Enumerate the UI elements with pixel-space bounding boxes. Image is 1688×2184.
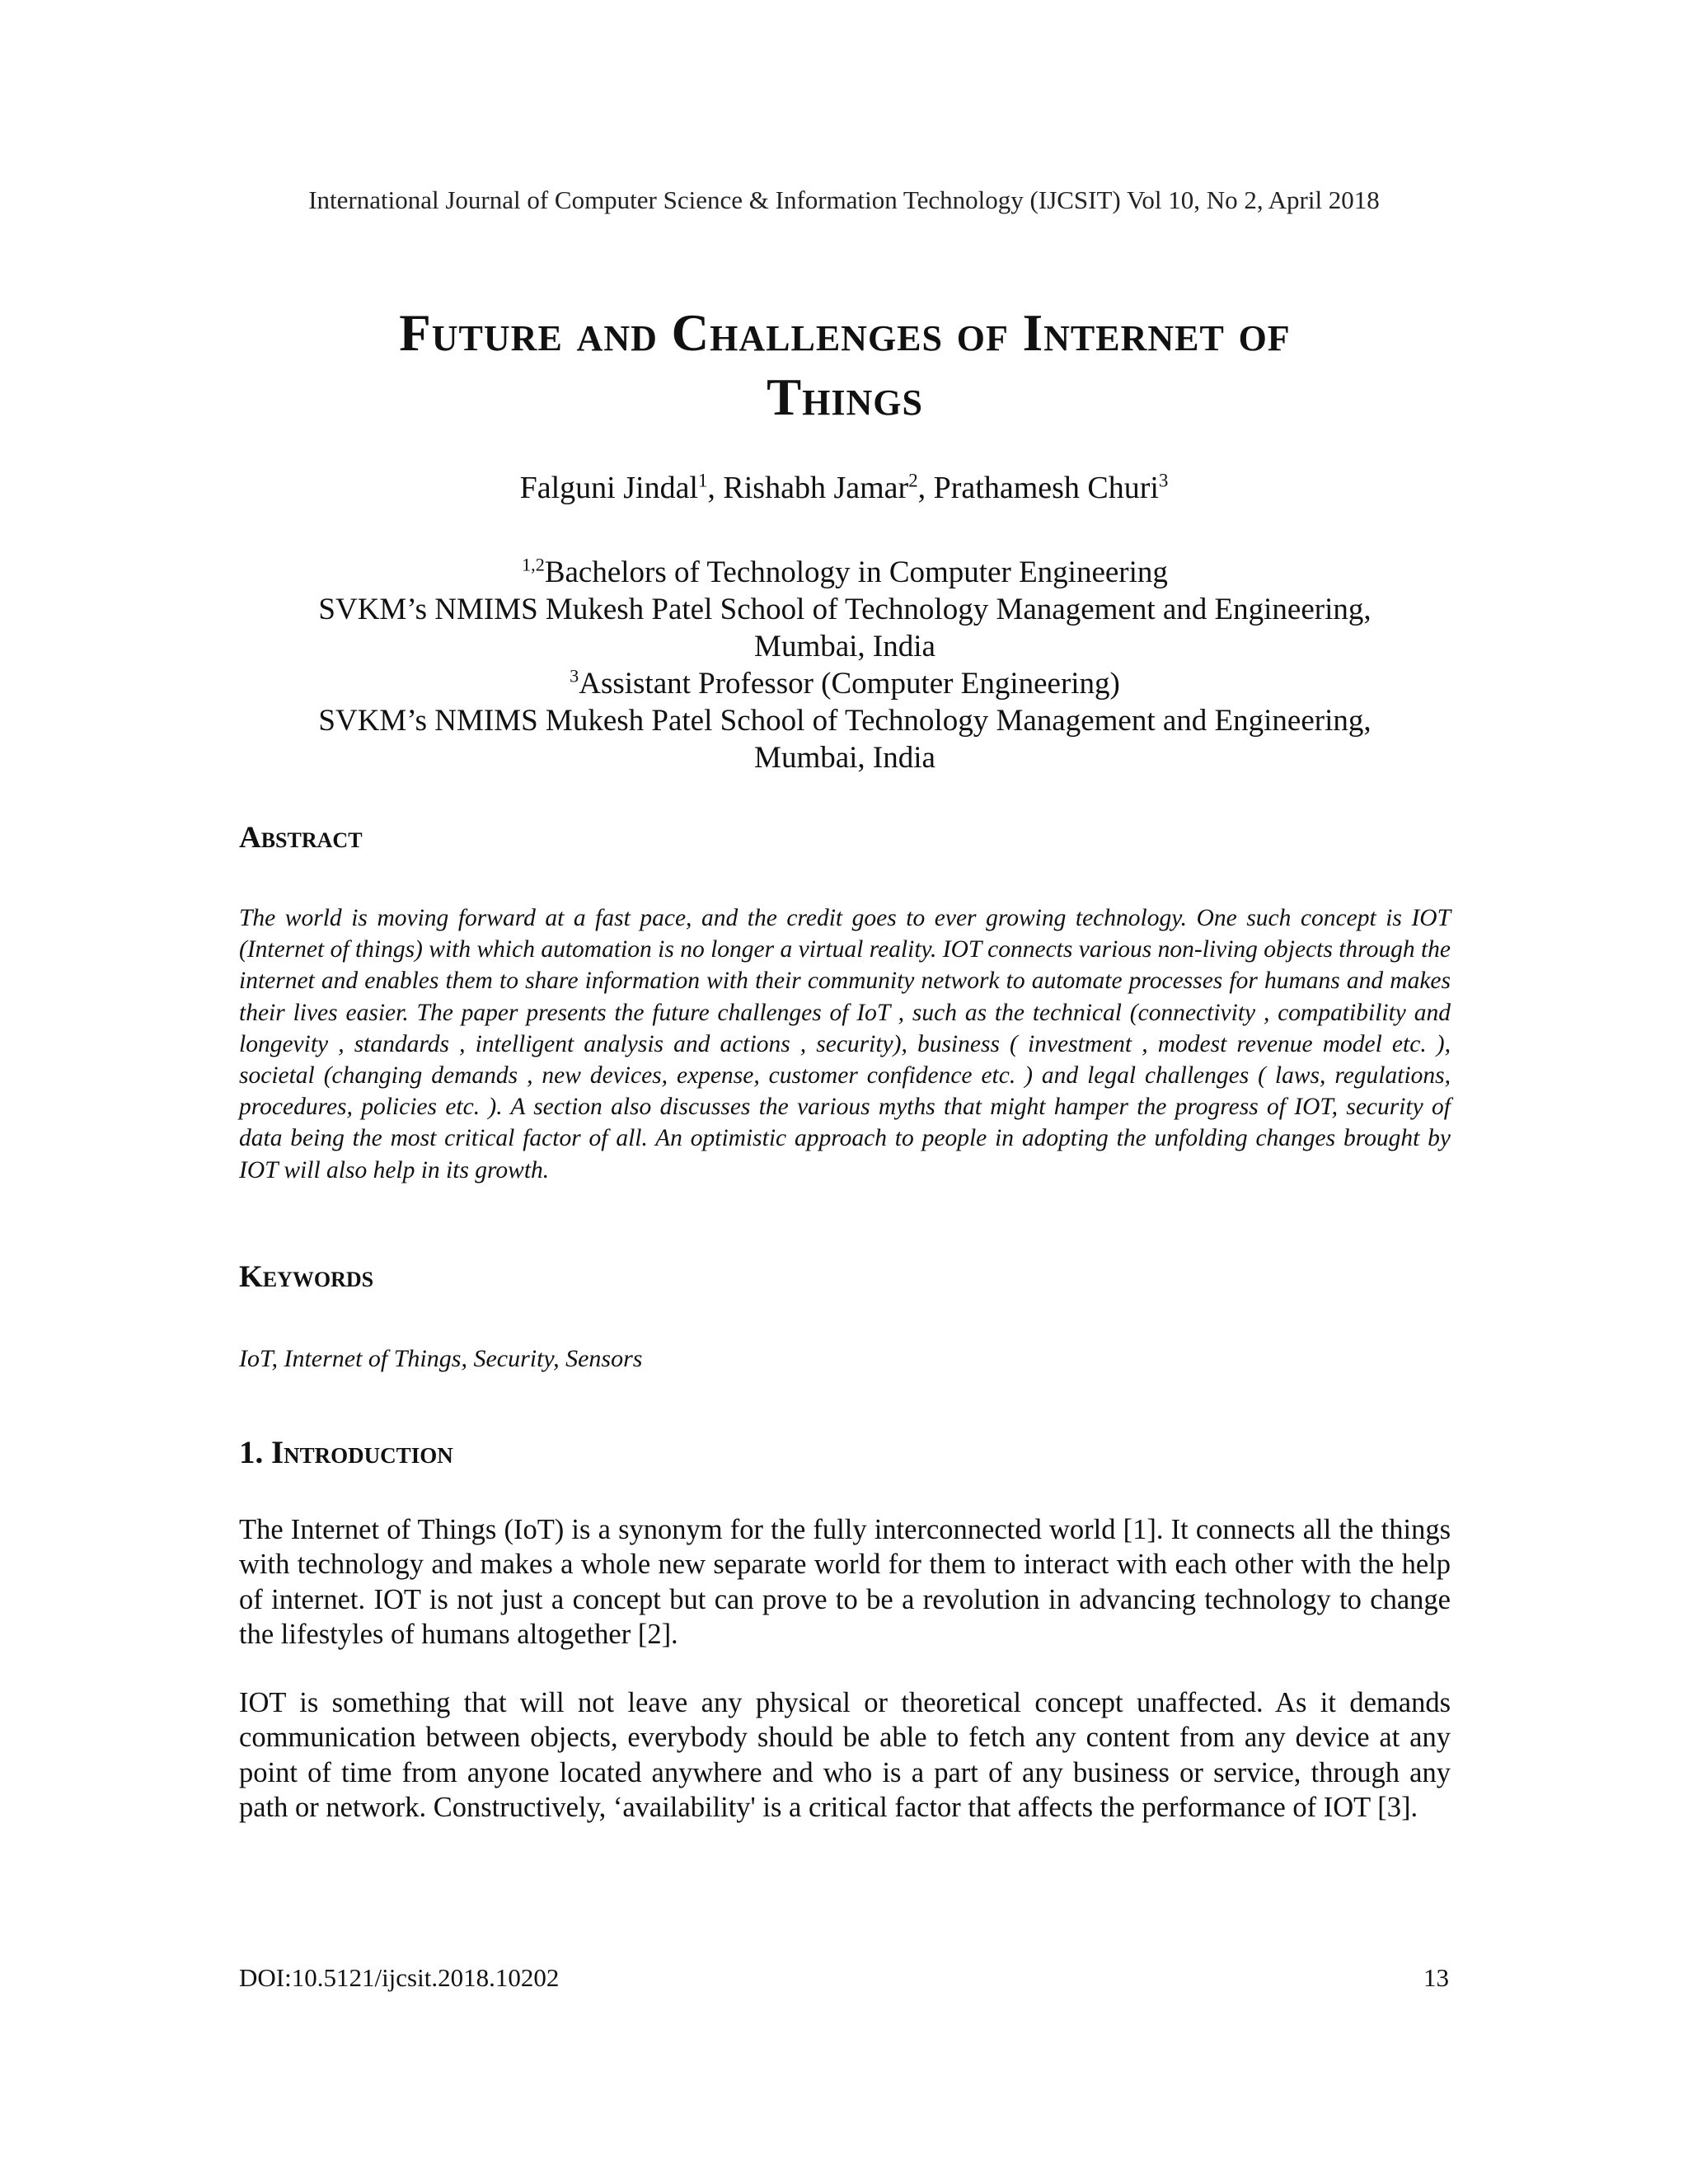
author-affiliation-mark: 2: [908, 470, 918, 491]
running-head: International Journal of Computer Science & Information Technology (IJCSIT) Vol 10, No 2, April 2018: [308, 185, 1380, 214]
affiliation-position: [223, 665, 1467, 702]
affiliation-institution: SVKM’s NMIMS Mukesh Patel School of Technology Management and Engineering,: [318, 593, 1372, 626]
author-name: Rishabh Jamar: [723, 471, 909, 505]
author-separator: ,: [707, 471, 724, 505]
author-affiliation-mark: 1: [698, 470, 708, 491]
paper-title-line-1: Future and Challenges of Internet of: [399, 304, 1291, 362]
affiliation-text: Bachelors of Technology in Computer Engineering: [544, 555, 1168, 589]
introduction-paragraph-2: IOT is something that will not leave any physical or theoretical concept unaffected. As it demands communication between objects, everybody should be able to fetch any content from any device at any point of time from anyone located anywhere and who is a part of any business or service, through any path or network. Constructively, ‘availability' is a critical factor that affects the performance of IOT [3].: [239, 1687, 1451, 1823]
page-number: 13: [1423, 1963, 1449, 1992]
author-affiliation-mark: 3: [1158, 470, 1169, 491]
affiliation-mark: 3: [570, 665, 579, 687]
affiliation-institution: SVKM’s NMIMS Mukesh Patel School of Technology Management and Engineering,: [318, 704, 1372, 738]
abstract-heading: Abstract: [239, 821, 363, 855]
author-name: Falguni Jindal: [519, 471, 698, 505]
keywords-heading: Keywords: [239, 1260, 374, 1294]
footer-doi: DOI:10.5121/ijcsit.2018.10202: [239, 1963, 560, 1992]
introduction-heading: 1. Introduction: [239, 1435, 453, 1470]
affiliation-city: Mumbai, India: [754, 630, 935, 663]
affiliation-city: Mumbai, India: [754, 741, 935, 775]
affiliation-degree: [223, 554, 1467, 591]
paper-title-line-2: Things: [767, 368, 923, 426]
introduction-paragraph-1: The Internet of Things (IoT) is a synonym for the fully interconnected world [1]. It connects all the things with technology and makes a whole new separate world for them to interact with each other with the help of internet. IOT is not just a concept but can prove to be a revolution in advancing technology to change the lifestyles of humans altogether [2].: [239, 1514, 1451, 1650]
affiliations: [223, 554, 1467, 776]
affiliation-mark: 1,2: [522, 554, 545, 575]
author-list: [0, 470, 1688, 506]
affiliation-text: Assistant Professor (Computer Engineering): [579, 667, 1120, 701]
paper-title: [223, 301, 1467, 429]
author-name: Prathamesh Churi: [933, 471, 1159, 505]
abstract-text: The world is moving forward at a fast pace, and the credit goes to ever growing technology. One such concept is IOT (Internet of things) with which automation is no longer a virtual reality. IOT connects various non-living objects through the internet and enables them to share information with their community network to automate processes for humans and makes their lives easier. The paper presents the future challenges of IoT , such as the technical (connectivity , compatibility and longevity , standards , intelligent analysis and actions , security), business ( investment , modest revenue model etc. ), societal (changing demands , new devices, expense, customer confidence etc. ) and legal challenges ( laws, regulations, procedures, policies etc. ). A section also discusses the various myths that might hamper the progress of IOT, security of data being the most critical factor of all. An optimistic approach to people in adopting the unfolding changes brought by IOT will also help in its growth.: [239, 905, 1451, 1183]
author-separator: ,: [917, 471, 934, 505]
keywords-text: IoT, Internet of Things, Security, Sensors: [239, 1345, 643, 1372]
